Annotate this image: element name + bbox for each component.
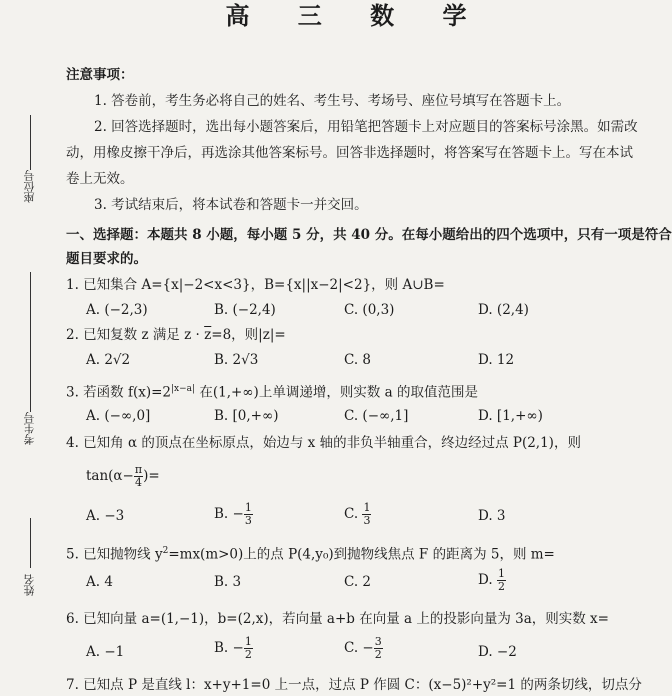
side-label-name: 姓名 (23, 574, 36, 596)
side-label-seat: 座位号 (23, 170, 36, 203)
q4-tan-expression: tan(α− $\frac{\pi}{4}$ )= (86, 463, 160, 489)
q2-option-b: B. 2√3 (214, 352, 259, 368)
q5-option-a: A. 4 (86, 574, 113, 590)
q6-option-c: C. − $\frac{3}{2}$ (344, 635, 382, 661)
q6-stem: 6. 已知向量 a=(1,−1)，b=(2,x)，若向量 a+b 在向量 a 上的投影向量为 3a，则实数 x= (66, 611, 609, 627)
q4-stem: 4. 已知角 α 的顶点在坐标原点，始边与 x 轴的非负半轴重合，终边经过点 P(2,1)，则 (66, 435, 581, 451)
q1-stem: 1. 已知集合 A={x|−2<x<3}，B={x||x−2|<2}，则 A∪B= (66, 277, 445, 293)
q3-option-b: B. [0,+∞) (214, 408, 279, 424)
notice-line-2: 2. 回答选择题时，选出每小题答案后，用铅笔把答题卡上对应题目的答案标号涂黑。如需改 (94, 119, 638, 135)
q1-option-c: C. (0,3) (344, 302, 395, 318)
q1-option-b: B. (−2,4) (214, 302, 276, 318)
binding-line (30, 115, 31, 170)
binding-line (30, 272, 31, 412)
q4-option-d: D. 3 (478, 508, 506, 524)
q2-option-c: C. 8 (344, 352, 372, 368)
q6-option-d: D. −2 (478, 644, 517, 660)
q2-option-d: D. 12 (478, 352, 515, 368)
notice-line-5: 3. 考试结束后，将本试卷和答题卡一并交回。 (94, 197, 368, 213)
q2-stem: 2. 已知复数 z 满足 $z \cdot \overline{z}=8$，则|z|= (66, 327, 286, 343)
q1-option-a: A. (−2,3) (86, 302, 148, 318)
section-heading-cont: 题目要求的。 (66, 251, 147, 267)
q6-option-a: A. −1 (86, 644, 125, 660)
binding-line (30, 518, 31, 568)
side-label-exam-no: 考生号 (23, 412, 36, 445)
notice-line-1: 1. 答卷前，考生务必将自己的姓名、考生号、考场号、座位号填写在答题卡上。 (94, 93, 571, 109)
page-title: 高 三 数 学 (225, 2, 487, 30)
q3-option-d: D. [1,+∞) (478, 408, 543, 424)
q7-stem: 7. 已知点 P 是直线 l：x+y+1=0 上一点，过点 P 作圆 C：(x−5)²+y²=1 的两条切线，切点分 (66, 677, 642, 693)
q4-option-c: C. $\frac{1}{3}$ (344, 501, 371, 527)
q3-option-a: A. (−∞,0] (86, 408, 151, 424)
q6-option-b: B. − $\frac{1}{2}$ (214, 635, 252, 661)
q1-option-d: D. (2,4) (478, 302, 529, 318)
notice-line-3: 动，用橡皮擦干净后，再选涂其他答案标号。回答非选择题时，将答案写在答题卡上。写在本试 (66, 145, 633, 161)
notice-line-4: 卷上无效。 (66, 171, 134, 187)
notice-heading: 注意事项： (66, 67, 134, 83)
q5-option-d: D. $\frac{1}{2}$ (478, 567, 505, 593)
section-heading: 一、选择题：本题共 8 小题，每小题 5 分，共 40 分。在每小题给出的四个选项中，只有一项是符合 (66, 227, 672, 243)
q2-option-a: A. 2√2 (86, 352, 131, 368)
q5-stem: 5. 已知抛物线 $y^2=mx(m>0)$上的点 P(4,y₀)到抛物线焦点 F 的距离为 5，则 m= (66, 546, 555, 563)
q5-option-b: B. 3 (214, 574, 242, 590)
q3-stem: 3. 若函数 $f(x)=2^{|x-a|}$ 在(1,+∞)上单调递增，则实数 a 的取值范围是 (66, 384, 478, 401)
q3-option-c: C. (−∞,1] (344, 408, 409, 424)
q4-option-a: A. −3 (86, 508, 125, 524)
q5-option-c: C. 2 (344, 574, 372, 590)
q4-option-b: B. − $\frac{1}{3}$ (214, 501, 252, 527)
